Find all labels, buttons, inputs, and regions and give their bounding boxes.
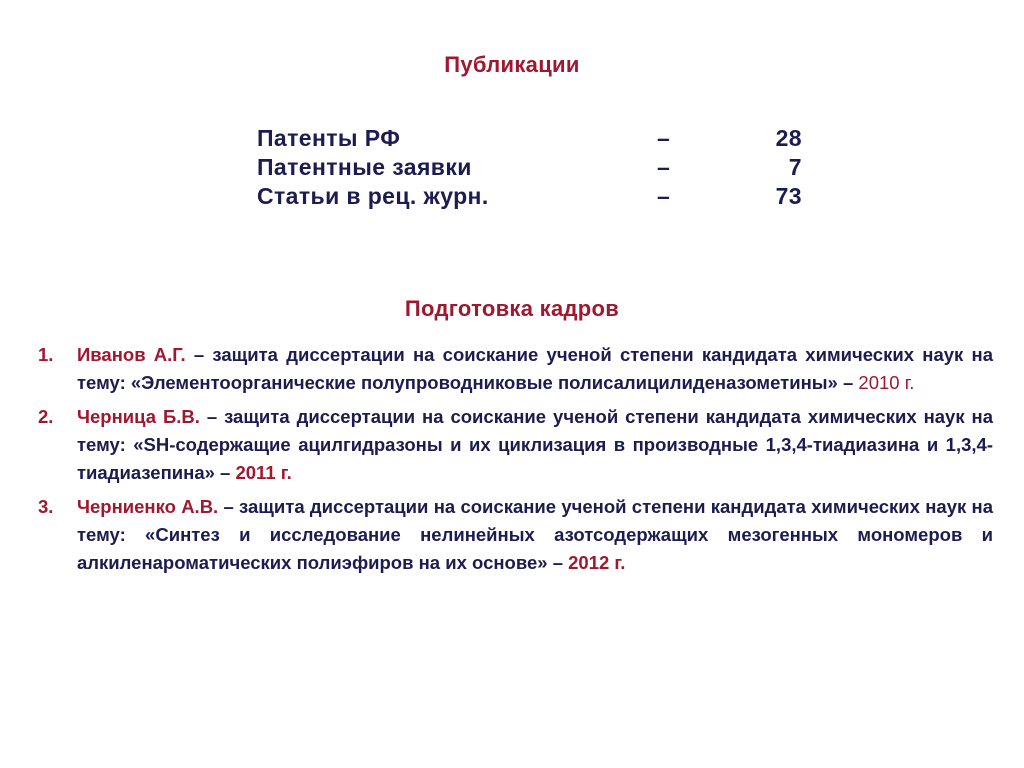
item-tail: . (909, 372, 915, 393)
item-description: – защита диссертации на соискание ученой степени кандидата химических наук на тему: «Синтез и исследование нелинейных азотсодержащих мезогенных мономеров и алкиленароматических полиэфиров на их основе» – (77, 496, 993, 573)
stat-dash: – (657, 154, 671, 180)
item-number: 2. (38, 406, 54, 427)
item-text (77, 493, 993, 577)
item-year: 2012 г. (568, 552, 626, 573)
stat-row-patents (257, 124, 817, 153)
item-text (77, 403, 993, 487)
item-year: 2010 г (858, 372, 910, 393)
stat-label: Патентные заявки (257, 154, 472, 180)
item-text (77, 341, 993, 397)
item-name: Черница Б.В. (77, 406, 200, 427)
item-name: Иванов А.Г. (77, 344, 186, 365)
list-item (38, 493, 993, 577)
stat-row-applications (257, 153, 817, 182)
stat-label: Патенты РФ (257, 125, 401, 151)
publications-stats (257, 124, 817, 211)
training-list (38, 341, 993, 583)
item-description: – защита диссертации на соискание ученой степени кандидата химических наук на тему: «SH-содержащие ацилгидразоны и их циклизация в производные 1,3,4-тиадиазина и 1,3,4-тиадиазепина» – (77, 406, 993, 483)
stat-value: 7 (788, 154, 802, 180)
item-description: – защита диссертации на соискание ученой степени кандидата химических наук на тему: «Элементоорганические полупроводниковые полисалицилиденазометины» – (77, 344, 993, 393)
item-number: 1. (38, 344, 54, 365)
item-year: 2011 г. (235, 462, 292, 483)
stat-dash: – (657, 183, 671, 209)
stat-value: 73 (775, 183, 802, 209)
publications-title: Публикации (444, 52, 580, 77)
list-item (38, 341, 993, 397)
item-name: Черниенко А.В. (77, 496, 219, 517)
stat-dash: – (657, 125, 671, 151)
list-item (38, 403, 993, 487)
stat-row-articles (257, 182, 817, 211)
training-title: Подготовка кадров (404, 296, 620, 321)
stat-value: 28 (775, 125, 802, 151)
stat-label: Статьи в рец. журн. (257, 183, 489, 209)
item-number: 3. (38, 496, 54, 517)
